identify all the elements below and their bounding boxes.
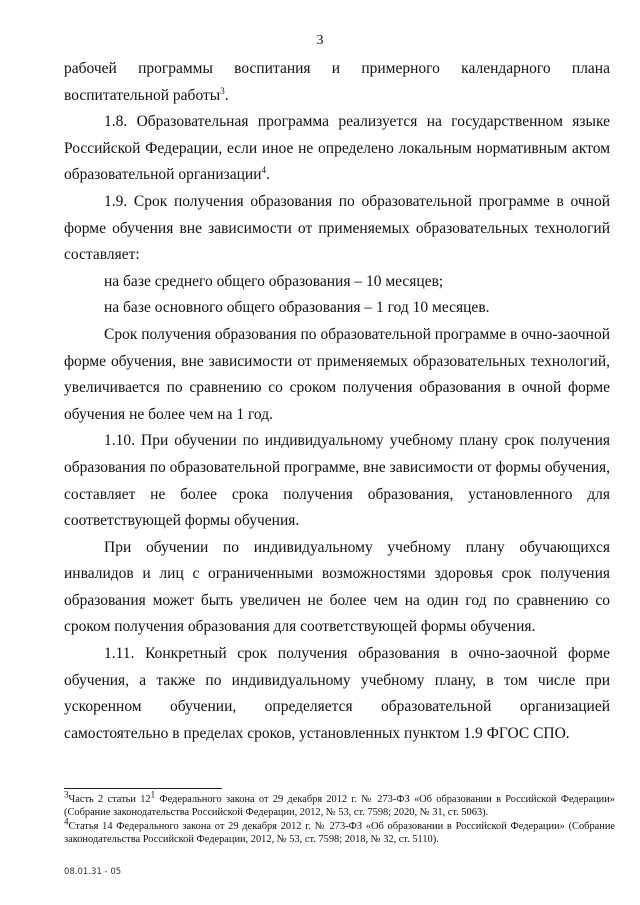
footnote-4: $^4$Статья 14 Федерального закона от 29 декабря 2012 г. № 273-ФЗ «Об образовании в Российской Федерации» (Собрание законодательства Российской Федерации, 2012, № 53, ст. 7598; 2018, № 32, ст. 5110).: [64, 816, 615, 846]
paragraph-1-8: 1.8. Образовательная программа реализуется на государственном языке Российской Федерации, если иное не определено локальным нормативным актом образовательной организации$^4$.: [64, 113, 610, 184]
paragraph-secondary-base: на базе среднего общего образования – 10 месяцев;: [104, 272, 444, 290]
paragraph-disabled: При обучении по индивидуальному учебному плану обучающихся инвалидов и лиц с ограниченными возможностями здоровья срок получения образования может быть увеличен не более чем на один год по сравнению со сроком получения образования для соответствующей формы обучения.: [64, 538, 610, 636]
paragraph-1-11: 1.11. Конкретный срок получения образования в очно-заочной форме обучения, а также по индивидуальному учебному плану, в том числе при ускоренном обучении, определяется образовательной организацией самостоятельно в пределах сроков, установленных пунктом 1.9 ФГОС СПО.: [64, 645, 610, 742]
footnote-divider: [64, 788, 222, 789]
page-number: 3: [316, 33, 324, 48]
footnotes: [64, 789, 615, 847]
body-text: [64, 56, 610, 747]
paragraph-1-10: 1.10. При обучении по индивидуальному учебному плану срок получения образования по образовательной программе, вне зависимости от формы обучения, составляет не более срока получения образования, установленного для соответствующей формы обучения.: [64, 432, 610, 530]
paragraph-part-time: Срок получения образования по образовательной программе в очно-заочной форме обучения, вне зависимости от применяемых образовательных технологий, увеличивается по сравнению со сроком получения образования в очной форме обучения не более чем на 1 год.: [64, 325, 610, 423]
paragraph-continuation: рабочей программы воспитания и примерного календарного плана воспитательной работы$^3$.: [64, 60, 610, 104]
footnote-ref-3: 3: [220, 85, 225, 96]
paragraph-1-9: 1.9. Срок получения образования по образовательной программе в очной форме обучения вне зависимости от применяемых образовательных технологий составляет:: [64, 192, 610, 264]
footnote-3: $^3$Часть 2 статьи $12^1$ Федерального закона от 29 декабря 2012 г. № 273-ФЗ «Об образовании в Российской Федерации» (Собрание законодательства Российской Федерации, 2012, № 53, ст. 7598; 2020, № 31, ст. 5063).: [64, 789, 615, 819]
paragraph-basic-base: на базе основного общего образования – 1 год 10 месяцев.: [104, 299, 490, 317]
footnote-ref-4: 4: [261, 165, 267, 176]
document-code: 08.01.31 - 05: [64, 867, 122, 877]
